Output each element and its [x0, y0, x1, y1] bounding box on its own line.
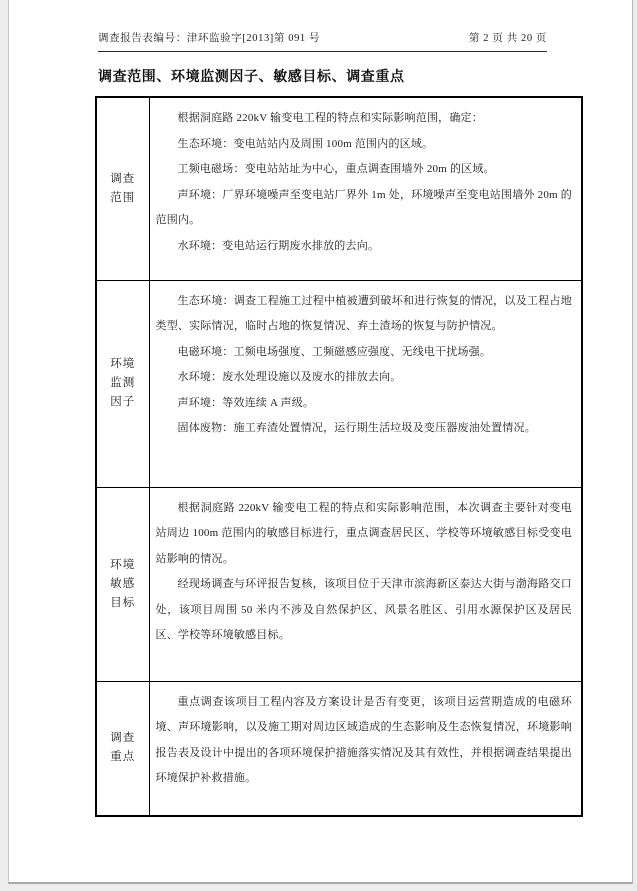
paragraph: 声环境：厂界环境噪声至变电站厂界外 1m 处，环境噪声至变电站围墙外 20m 的范围内。	[155, 188, 572, 226]
row-label-line: 调查	[110, 172, 136, 185]
page-title: 调查范围、环境监测因子、敏感目标、调查重点	[98, 68, 405, 84]
row-label-line: 环境	[110, 558, 136, 571]
paragraph: 水环境：变电站运行期废水排放的去向。	[177, 239, 380, 252]
row-label-line: 监测	[110, 377, 136, 389]
table-row-sensitive-targets	[96, 487, 582, 681]
table-row-monitoring-factors	[96, 280, 582, 487]
paragraph: 工频电磁场：变电站站址为中心，重点调查围墙外 20m 的区域。	[177, 163, 495, 175]
paragraph: 声环境：等效连续 A 声级。	[177, 396, 315, 409]
row-label-sensitive-targets	[96, 487, 149, 681]
paragraph: 电磁环境：工频电场强度、工频磁感应强度、无线电干扰场强。	[177, 345, 492, 358]
row-label-line: 目标	[110, 596, 136, 609]
row-content-survey-scope	[149, 97, 582, 280]
header-page-info: 第 2 页 共 20 页	[468, 33, 547, 44]
paragraph: 重点调查该项目工程内容及方案设计是否有变更，该项目运营期造成的电磁环境、声环境影响，以及施工期对周边区域造成的生态影响及生态恢复情况，环境影响报告表及设计中提出的各项环境保护措施落实情况及其有效性，并根据调查结果提出环境保护补救措施。	[155, 695, 572, 784]
row-content-survey-focus	[149, 681, 582, 816]
row-label-line: 重点	[110, 751, 136, 764]
row-label-survey-focus	[96, 681, 149, 816]
survey-report-table	[95, 96, 583, 817]
row-label-line: 敏感	[110, 577, 136, 590]
table-row-survey-focus	[96, 681, 582, 816]
paragraph: 根据洞庭路 220kV 输变电工程的特点和实际影响范围，确定：	[177, 112, 483, 124]
paragraph: 生态环境：变电站站内及周围 100m 范围内的区域。	[177, 137, 434, 150]
paragraph: 经现场调查与环评报告复核，该项目位于天津市滨海新区泰达大街与渤海路交口处，该项目周围 50 米内不涉及自然保护区、风景名胜区、引用水源保护区及居民区、学校等环境敏感目标。	[155, 578, 572, 641]
row-label-line: 范围	[110, 191, 136, 204]
paragraph: 生态环境：调查工程施工过程中植被遭到破坏和进行恢复的情况，以及工程占地类型、实际情况，临时占地的恢复情况、弃土渣场的恢复与防护情况。	[155, 294, 572, 332]
row-label-line: 环境	[110, 358, 136, 370]
paragraph: 固体废物：施工弃渣处置情况，运行期生活垃圾及变压器废油处置情况。	[177, 422, 536, 434]
document-page	[8, 0, 633, 884]
row-label-survey-scope	[96, 97, 149, 280]
paragraph: 根据洞庭路 220kV 输变电工程的特点和实际影响范围，本次调查主要针对变电站周边 100m 范围内的敏感目标进行，重点调查居民区、学校等环境敏感目标受变电站影响的情况。	[155, 501, 572, 565]
header-doc-number: 调查报告表编号：津环监验字[2013]第 091 号	[98, 33, 321, 44]
row-label-line: 因子	[110, 396, 136, 408]
row-label-monitoring-factors	[96, 280, 149, 487]
paragraph: 水环境：废水处理设施以及废水的排放去向。	[177, 371, 402, 383]
row-content-sensitive-targets	[149, 487, 582, 681]
table-row-survey-scope	[96, 97, 582, 280]
running-header	[98, 30, 547, 52]
row-content-monitoring-factors	[149, 280, 582, 487]
row-label-line: 调查	[110, 732, 136, 745]
